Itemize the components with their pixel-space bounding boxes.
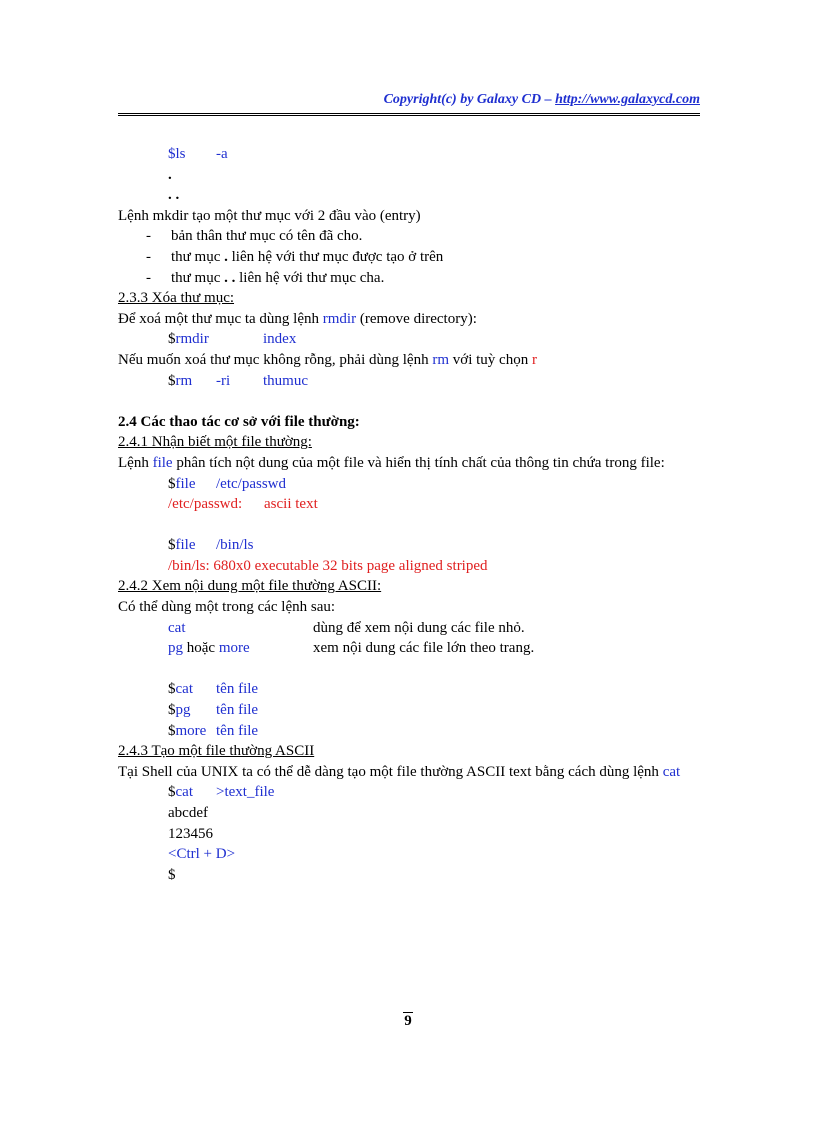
bullet-dot: . [224, 248, 228, 265]
input-line: abcdef [168, 805, 208, 821]
option-letter: r [531, 351, 537, 368]
command-description: dùng để xem nội dung các file nhỏ. [313, 619, 525, 636]
bullet-text: liên hệ với thư mục cha. [235, 269, 385, 286]
page-number: 9 [404, 1013, 412, 1029]
text: phân tích nột dung của một file và hiển thị tính chất của thông tin chứa trong file: [172, 454, 665, 471]
section-heading-2-4-1: 2.4.1 Nhận biết một file thường: [118, 434, 312, 451]
rm-command-line [118, 371, 700, 392]
command-argument: /bin/ls [216, 537, 254, 554]
dollar-sign: $ [168, 784, 176, 801]
command-argument: tên file [216, 681, 259, 698]
dotdot-entry: . . [168, 187, 180, 204]
command-word: rm [175, 372, 193, 389]
command-argument: index [263, 331, 297, 348]
command-word: cat [175, 784, 193, 801]
bullet-text: bản thân thư mục có tên đã cho. [171, 228, 363, 245]
dollar-sign: $ [168, 537, 176, 554]
output-type: ascii text [264, 496, 318, 513]
command-word: pg [168, 640, 183, 657]
dollar-sign: $ [168, 331, 176, 348]
file-command-line [118, 535, 700, 556]
command-argument: >text_file [216, 784, 275, 801]
dollar-sign: $ [168, 372, 176, 389]
command-argument: thumuc [263, 372, 308, 389]
ls-command: $ls [168, 146, 186, 162]
command-word: rm [432, 351, 450, 368]
file-description [118, 453, 700, 474]
command-word: pg [175, 702, 191, 719]
bullet-text: liên hệ với thư mục được tạo ở trên [227, 248, 444, 265]
bullet-dash: - [146, 269, 151, 286]
command-word: rmdir [322, 310, 357, 327]
text: với tuỳ chọn [449, 351, 532, 368]
view-description: Có thể dùng một trong các lệnh sau: [118, 599, 336, 616]
bullet-text: thư mục [171, 269, 225, 286]
spacer [118, 659, 700, 680]
file-output-line: /bin/ls: 680x0 executable 32 bits page aligned striped [168, 557, 488, 574]
ls-option: -a [216, 146, 228, 162]
command-option: -ri [216, 372, 231, 389]
rm-description [118, 350, 700, 371]
command-word: cat [168, 619, 186, 636]
input-line: 123456 [168, 825, 213, 842]
bullet-dash: - [146, 228, 151, 245]
dollar-sign: $ [168, 681, 176, 698]
example-command-line [118, 721, 700, 742]
page-header [118, 92, 700, 108]
ls-command-line [118, 144, 700, 165]
command-word: cat [662, 763, 681, 780]
command-word: more [175, 722, 207, 739]
dollar-sign: $ [168, 702, 176, 719]
bullet-dot: . . [224, 269, 236, 286]
dot-entry: . [168, 166, 172, 183]
command-argument: tên file [216, 702, 259, 719]
command-description: xem nội dung các file lớn theo trang. [313, 640, 535, 657]
text: Để xoá một thư mục ta dùng lệnh [118, 310, 323, 327]
section-heading-2-3-3: 2.3.3 Xóa thư mục: [118, 290, 235, 307]
command-word: rmdir [175, 331, 209, 348]
command-argument: /etc/passwd [216, 475, 286, 492]
file-output-line [118, 494, 700, 515]
page-body [118, 144, 700, 885]
output-path: /etc/passwd: [168, 496, 243, 513]
dollar-sign: $ [168, 722, 176, 739]
header-rule [118, 113, 700, 114]
create-command-line [118, 782, 700, 803]
mkdir-description: Lệnh mkdir tạo một thư mục với 2 đầu vào (entry) [118, 207, 421, 224]
example-command-line [118, 700, 700, 721]
create-description [118, 762, 700, 783]
text: (remove directory): [356, 310, 477, 327]
file-command-line [118, 474, 700, 495]
section-heading-2-4-3: 2.4.3 Tạo một file thường ASCII [118, 743, 315, 760]
command-word: cat [175, 681, 193, 698]
command-table-row [118, 618, 700, 639]
spacer [118, 391, 700, 412]
bullet-dash: - [146, 248, 151, 265]
header-rule-thin [118, 115, 700, 116]
example-command-line [118, 679, 700, 700]
bullet-text: thư mục [171, 248, 225, 265]
command-word: file [175, 475, 196, 492]
text: hoặc [183, 640, 219, 657]
spacer [118, 515, 700, 536]
section-heading-2-4: 2.4 Các thao tác cơ sở với file thường: [118, 413, 360, 430]
ctrl-d-key: <Ctrl + D> [168, 846, 236, 863]
command-word: file [175, 537, 196, 554]
bullet-item [118, 226, 700, 247]
text: Tại Shell của UNIX ta có thể dễ dàng tạo một file thường ASCII text bằng cách dùng lệnh [118, 763, 663, 780]
header-link[interactable]: http://www.galaxycd.com [555, 92, 700, 107]
command-word: file [152, 454, 173, 471]
rmdir-description [118, 309, 700, 330]
copyright-text: Copyright(c) by Galaxy CD – [383, 92, 556, 107]
text: Lệnh [118, 454, 153, 471]
command-table-row [118, 638, 700, 659]
shell-prompt: $ [168, 866, 176, 883]
bullet-item [118, 247, 700, 268]
section-heading-2-4-2: 2.4.2 Xem nội dung một file thường ASCII: [118, 578, 382, 595]
rmdir-command-line [118, 329, 700, 350]
dollar-sign: $ [168, 475, 176, 492]
command-argument: tên file [216, 722, 259, 739]
command-word: more [218, 640, 250, 657]
bullet-item [118, 268, 700, 289]
text: Nếu muốn xoá thư mục không rỗng, phải dùng lệnh [118, 351, 433, 368]
